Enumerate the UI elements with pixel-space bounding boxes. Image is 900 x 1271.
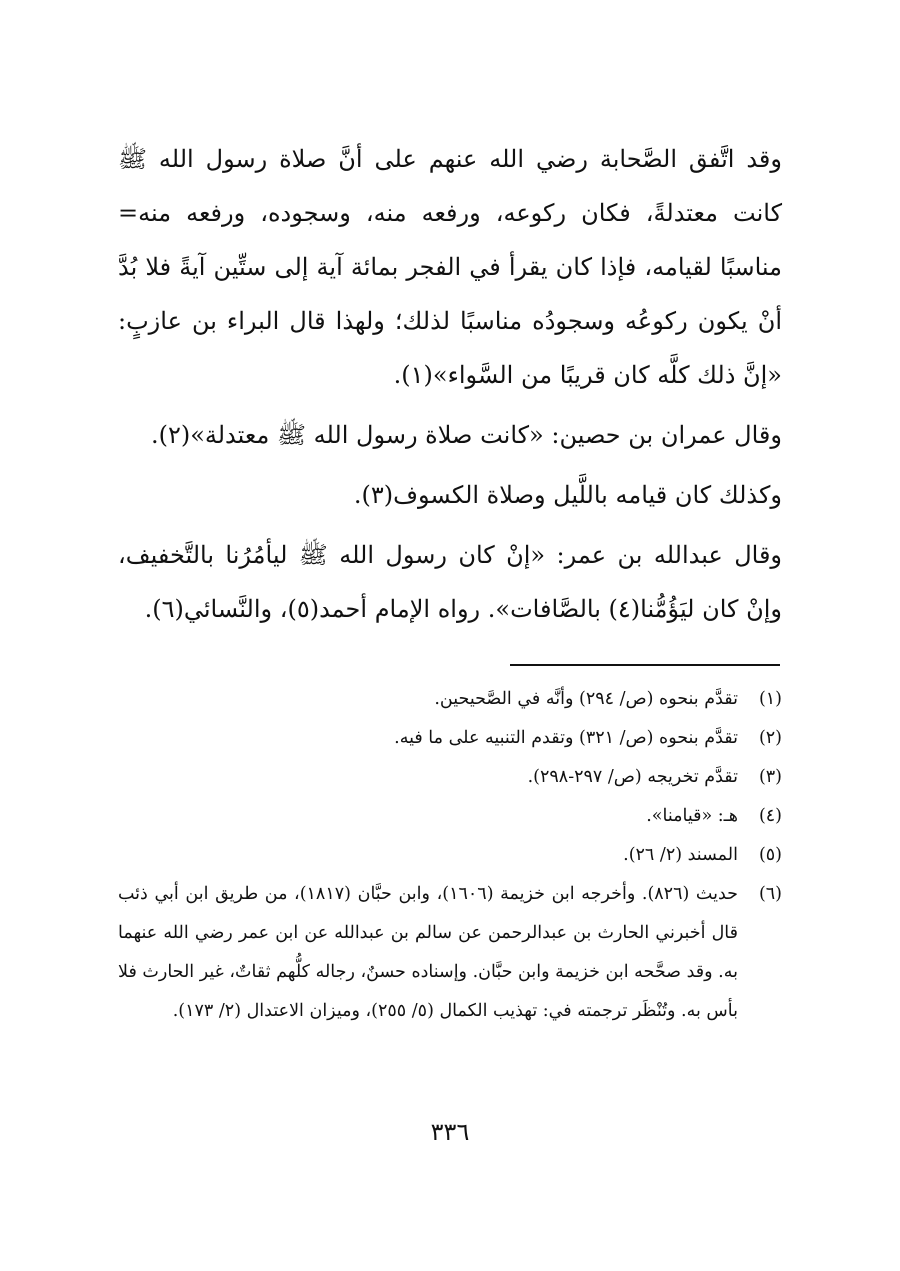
footnote-5 <box>118 836 782 875</box>
footnotes <box>118 680 782 1031</box>
footnote-6 <box>118 875 782 1031</box>
footnote-text: المسند (٢/ ٢٦). <box>623 845 738 865</box>
paragraph-4: وقال عبدالله بن عمر: «إنْ كان رسول الله ﷺ ليأمُرُنا بالتَّخفيف، وإنْ كان ليَؤُمُّنا(٤) بالصَّافات». رواه الإمام أحمد(٥)، والنَّسائي(٦). <box>118 541 782 623</box>
main-text <box>118 132 782 636</box>
footnote-text: تقدَّم بنحوه (ص/ ٣٢١) وتقدم التنبيه على ما فيه. <box>394 728 738 748</box>
paragraph-1: وقد اتَّفق الصَّحابة رضي الله عنهم على أنَّ صلاة رسول الله ﷺ كانت معتدلةً، فكان ركوعه، ورفعه منه، وسجوده، ورفعه منه= مناسبًا لقيامه، فإذا كان يقرأ في الفجر بمائة آية إلى ستِّين آيةً فلا بُدَّ أنْ يكون ركوعُه وسجودُه مناسبًا لذلك؛ ولهذا قال البراء بن عازبٍ: «إنَّ ذلك كلَّه كان قريبًا من السَّواء»(١). <box>118 145 782 389</box>
footnote-number: (٣) <box>758 767 782 787</box>
footnote-text: تقدَّم تخريجه (ص/ ٢٩٧-٢٩٨). <box>527 767 738 787</box>
footnote-number: (١) <box>758 689 782 709</box>
page-number: ٣٣٦ <box>430 1118 470 1146</box>
footnote-number: (٥) <box>758 845 782 865</box>
footnote-4 <box>118 797 782 836</box>
footnote-number: (٢) <box>758 728 782 748</box>
footnote-text: حديث (٨٢٦). وأخرجه ابن خزيمة (١٦٠٦)، وابن حبَّان (١٨١٧)، من طريق ابن أبي ذئب قال أخبرني الحارث بن عبدالرحمن عن سالم بن عبدالله عن ابن عمر رضي الله عنهما به. وقد صحَّحه ابن خزيمة وابن حبَّان. وإسناده حسنٌ، رجاله كلُّهم ثقاتٌ، غير الحارث فلا بأس به. وتُنْظَر ترجمته في: تهذيب الكمال (٥/ ٢٥٥)، وميزان الاعتدال (٢/ ١٧٣). <box>118 884 738 1021</box>
footnote-divider <box>510 664 780 666</box>
footnote-number: (٦) <box>758 884 782 904</box>
footnote-text: تقدَّم بنحوه (ص/ ٢٩٤) وأنَّه في الصَّحيحين. <box>434 689 738 709</box>
paragraph-2: وقال عمران بن حصين: «كانت صلاة رسول الله ﷺ معتدلة»(٢). <box>150 421 782 449</box>
footnote-number: (٤) <box>758 806 782 826</box>
paragraph-3: وكذلك كان قيامه باللَّيل وصلاة الكسوف(٣). <box>353 481 782 509</box>
footnote-1 <box>118 680 782 719</box>
footnote-3 <box>118 758 782 797</box>
footnote-2 <box>118 719 782 758</box>
footnote-text: هـ: «قيامنا». <box>646 806 738 826</box>
